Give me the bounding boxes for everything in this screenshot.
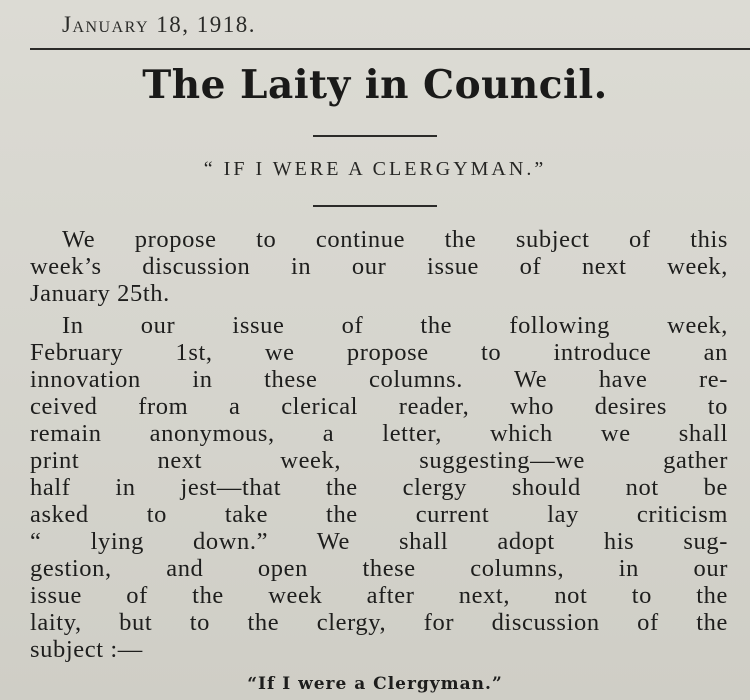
- paragraph-2-line: In our issue of the following week,: [62, 312, 728, 339]
- paragraph-2-line: “ lying down.” We shall adopt his sug-: [30, 528, 728, 555]
- paragraph-2-line: print next week, suggesting—we gather: [30, 447, 728, 474]
- header-rule: [30, 48, 750, 50]
- closing-title: “If I were a Clergyman.”: [247, 674, 503, 694]
- paragraph-2-line: February 1st, we propose to introduce an: [30, 339, 728, 366]
- paragraph-2-line: half in jest—that the clergy should not be: [30, 474, 728, 501]
- paragraph-2-line: innovation in these columns. We have re-: [30, 366, 728, 393]
- paragraph-2-line: ceived from a clerical reader, who desires to: [30, 393, 728, 420]
- article-subtitle: “ IF I WERE A CLERGYMAN.”: [203, 158, 547, 180]
- paragraph-1-line: We propose to continue the subject of this: [62, 226, 728, 253]
- paragraph-2-line: issue of the week after next, not to the: [30, 582, 728, 609]
- issue-date: January 18, 1918.: [62, 12, 257, 37]
- paragraph-2-line: subject :—: [30, 636, 143, 663]
- article-title: The Laity in Council.: [142, 62, 608, 108]
- paragraph-2-line: asked to take the current lay criticism: [30, 501, 728, 528]
- paragraph-2-line: gestion, and open these columns, in our: [30, 555, 728, 582]
- paragraph-1-line: January 25th.: [30, 280, 170, 307]
- article-body: [30, 226, 728, 663]
- title-divider-bottom: [313, 205, 437, 207]
- paragraph-1-line: week’s discussion in our issue of next week,: [30, 253, 728, 280]
- paragraph-2-line: remain anonymous, a letter, which we shall: [30, 420, 728, 447]
- paragraph-2-line: laity, but to the clergy, for discussion of the: [30, 609, 728, 636]
- title-divider-top: [313, 135, 437, 137]
